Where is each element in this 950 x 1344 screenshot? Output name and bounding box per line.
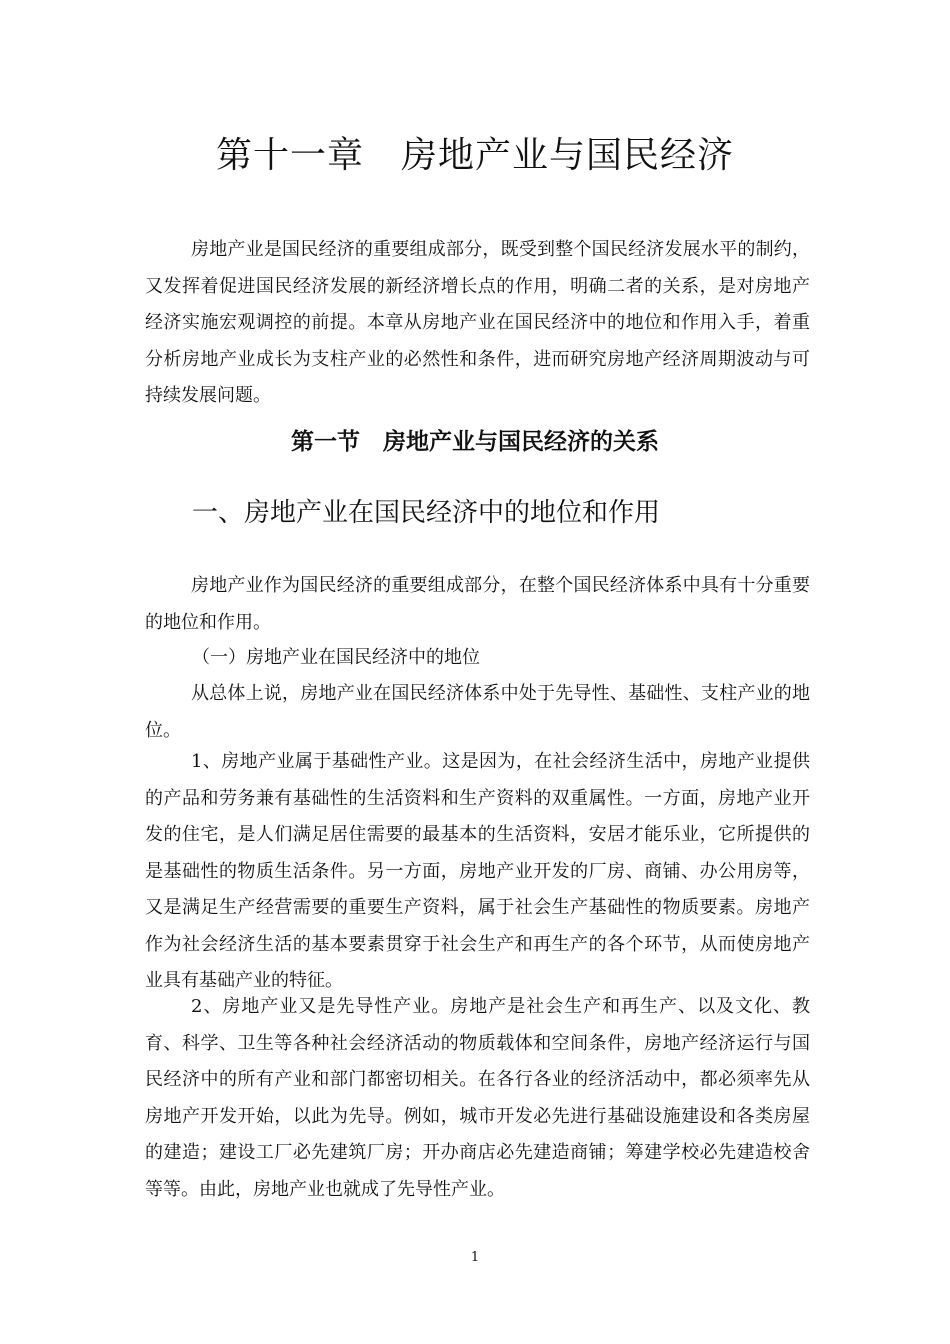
item-heading: （一）房地产业在国民经济中的地位 (192, 647, 480, 668)
page-number: 1 (470, 1250, 480, 1265)
point-2-paragraph: 2、房地产业又是先导性产业。房地产是社会生产和再生产、以及文化、教育、科学、卫生等各种社会经济活动的物质载体和空间条件，房地产经济运行与国民经济中的所有产业和部门都密切相关。在各行各业的经济活动中，都必须率先从房地产开发开始，以此为先导。例如，城市开发必先进行基础设施建设和各类房屋的建造；建设工厂必先建筑厂房；开办商店必先建造商铺；筹建学校必先建造校舍等等。由此，房地产业也就成了先导性产业。 (145, 996, 810, 1200)
point-1-paragraph: 1、房地产业属于基础性产业。这是因为，在社会经济生活中，房地产业提供的产品和劳务兼有基础性的生活资料和生产资料的双重属性。一方面，房地产业开发的住宅，是人们满足居住需要的最基本的生活资料，安居才能乐业，它所提供的是基础性的物质生活条件。另一方面，房地产业开发的厂房、商铺、办公用房等，又是满足生产经营需要的重要生产资料，属于社会生产基础性的物质要素。房地产作为社会经济生活的基本要素贯穿于社会生产和再生产的各个环节，从而使房地产业具有基础产业的特征。 (145, 751, 810, 991)
subsection-title: 一、房地产业在国民经济中的地位和作用 (192, 498, 661, 528)
overview-paragraph: 房地产业作为国民经济的重要组成部分，在整个国民经济体系中具有十分重要的地位和作用。 (145, 575, 810, 633)
intro-paragraph: 房地产业是国民经济的重要组成部分，既受到整个国民经济发展水平的制约，又发挥着促进国民经济发展的新经济增长点的作用，明确二者的关系，是对房地产经济实施宏观调控的前提。本章从房地产业在国民经济中的地位和作用入手，着重分析房地产业成长为支柱产业的必然性和条件，进而研究房地产经济周期波动与可持续发展问题。 (145, 239, 810, 406)
chapter-title: 第十一章 房地产业与国民经济 (215, 135, 734, 176)
position-paragraph: 从总体上说，房地产业在国民经济体系中处于先导性、基础性、支柱产业的地位。 (145, 683, 810, 741)
section-title: 第一节 房地产业与国民经济的关系 (291, 429, 659, 455)
